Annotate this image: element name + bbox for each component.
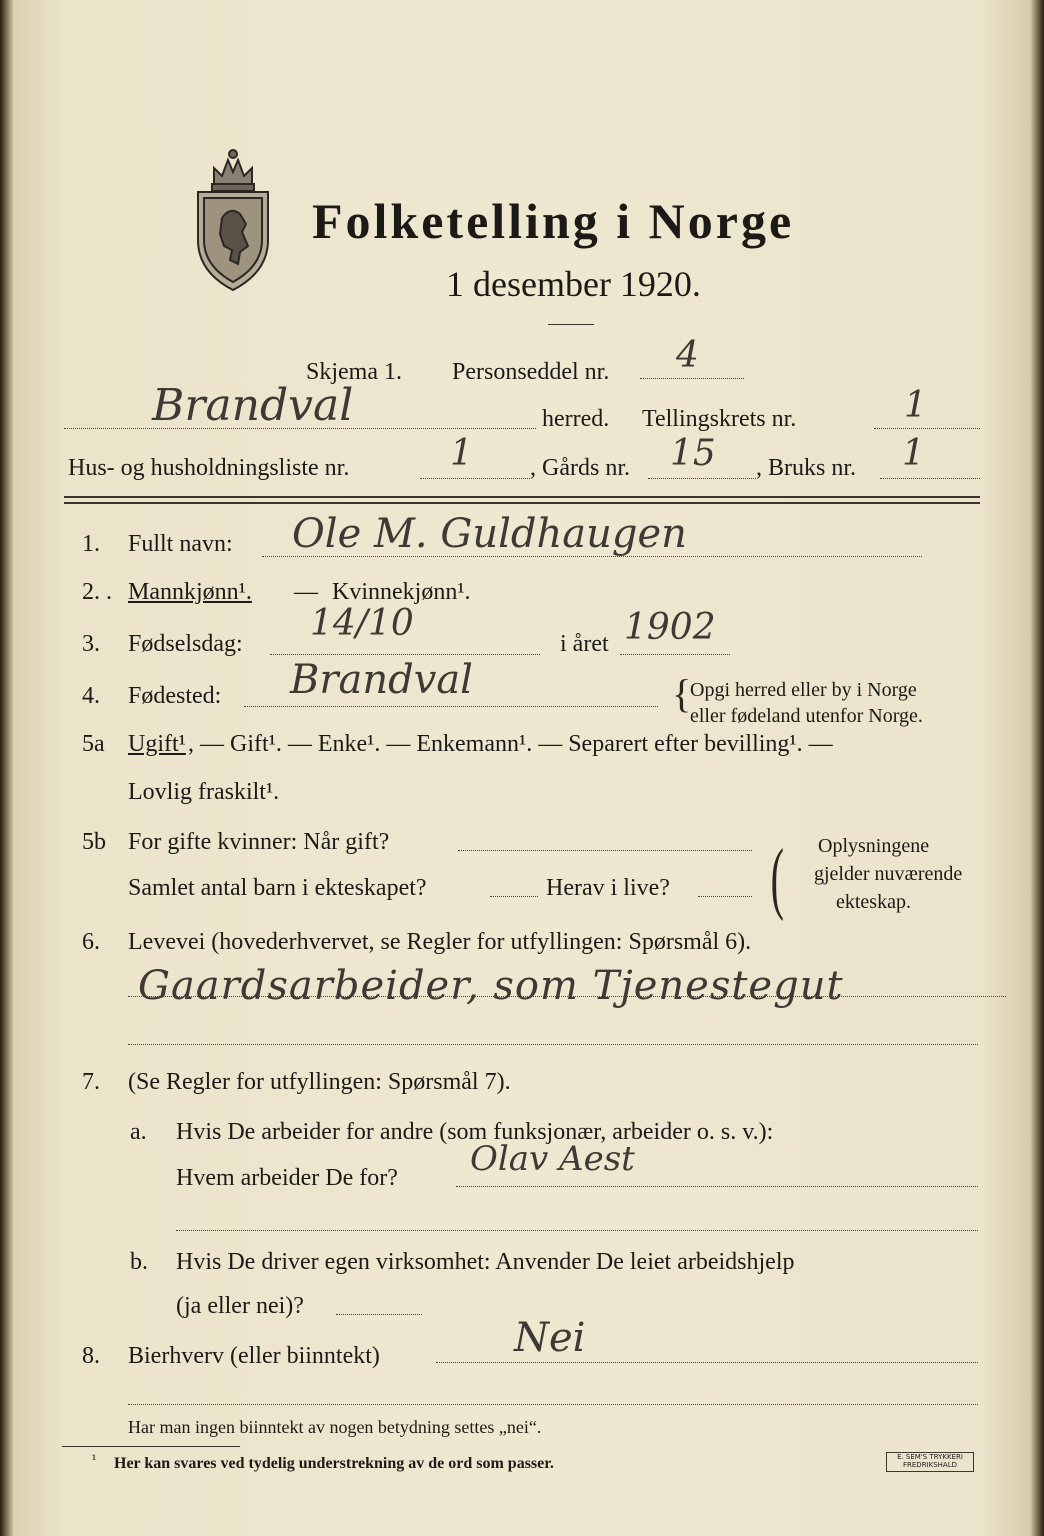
q7a-line1: [456, 1186, 978, 1187]
q3-year-value: 1902: [624, 607, 716, 648]
herred-label: herred.: [542, 406, 610, 432]
q5b-number: 5b: [82, 829, 106, 855]
q3-day-value: 14/10: [310, 603, 414, 644]
q2-separator: —: [294, 579, 318, 605]
q5a-line2: Lovlig fraskilt¹.: [128, 779, 280, 805]
tellingskrets-line: [874, 428, 980, 429]
q2-male: Mannkjønn¹.: [128, 579, 252, 605]
tellingskrets-label: Tellingskrets nr.: [642, 406, 797, 432]
footnote-text: Her kan svares ved tydelig understrekning av de ord som passer.: [114, 1455, 554, 1472]
q7b-letter: b.: [130, 1249, 148, 1275]
q7b-text: Hvis De driver egen virksomhet: Anvender De leiet arbeidshjelp: [176, 1249, 795, 1275]
personseddel-line: [640, 378, 744, 379]
q8-value: Nei: [514, 1315, 586, 1361]
title-rule: [548, 324, 594, 325]
q3-label: Fødselsdag:: [128, 631, 243, 657]
tellingskrets-value: 1: [904, 385, 927, 426]
herred-value: Brandval: [152, 380, 354, 431]
q4-value: Brandval: [290, 657, 473, 703]
personseddel-label: Personseddel nr.: [452, 359, 610, 385]
q7a-line2: [176, 1230, 978, 1231]
q5b-note-line3: ekteskap.: [836, 891, 911, 913]
q7a-text: Hvis De arbeider for andre (som funksjonær, arbeider o. s. v.):: [176, 1119, 774, 1145]
footnote-rule: [62, 1446, 240, 1447]
q5a-options: , — Gift¹. — Enke¹. — Enkemann¹. — Separert efter bevilling¹. —: [188, 731, 833, 757]
header-divider-1: [64, 496, 980, 498]
q4-label: Fødested:: [128, 683, 222, 709]
q8-line2: [128, 1404, 978, 1405]
q4-note-brace: {: [672, 671, 692, 716]
q5b-note-brace: (: [770, 834, 784, 922]
census-date: 1 desember 1920.: [446, 264, 701, 304]
q5b-line2a-dots: [490, 896, 538, 897]
q6-label: Levevei (hovederhvervet, se Regler for utfyllingen: Spørsmål 6).: [128, 929, 752, 955]
q7-label: (Se Regler for utfyllingen: Spørsmål 7).: [128, 1069, 511, 1095]
right-page-edge: [1030, 0, 1044, 1536]
printer-stamp: E. SEM'S TRYKKERI FREDRIKSHALD: [886, 1452, 974, 1472]
q7a-question: Hvem arbeider De for?: [176, 1165, 398, 1191]
q8-label: Bierhverv (eller biinntekt): [128, 1343, 380, 1369]
q1-value: Ole M. Guldhaugen: [292, 511, 687, 557]
q5b-line2b: Herav i live?: [546, 875, 670, 901]
q5b-line2b-dots: [698, 896, 752, 897]
q4-note-line2: eller fødeland utenfor Norge.: [690, 705, 923, 727]
gards-line: [648, 478, 756, 479]
q6-number: 6.: [82, 929, 100, 955]
q2-female: Kvinnekjønn¹.: [332, 579, 471, 605]
q6-line2: [128, 1044, 978, 1045]
q1-label: Fullt navn:: [128, 531, 233, 557]
form-title: Folketelling i Norge: [312, 193, 795, 249]
q7b-question: (ja eller nei)?: [176, 1293, 304, 1319]
q5a-number: 5a: [82, 731, 105, 757]
q4-note-line1: Opgi herred eller by i Norge: [690, 679, 917, 701]
q3-year-label: i året: [560, 631, 609, 657]
hus-line: [420, 478, 530, 479]
bruks-value: 1: [902, 433, 925, 474]
q5b-note-line1: Oplysningene: [818, 835, 930, 857]
gards-value: 15: [670, 433, 716, 474]
q5b-line1: For gifte kvinner: Når gift?: [128, 829, 390, 855]
q3-day-line: [270, 654, 540, 655]
q5b-note-line2: gjelder nuværende: [814, 863, 963, 885]
q6-value: Gaardsarbeider, som Tjenestegut: [138, 963, 844, 1009]
q3-number: 3.: [82, 631, 100, 657]
personseddel-value: 4: [676, 335, 699, 376]
q7b-line: [336, 1314, 422, 1315]
bruks-line: [880, 478, 980, 479]
q8-number: 8.: [82, 1343, 100, 1369]
left-page-edge: [0, 0, 14, 1536]
q3-year-line: [620, 654, 730, 655]
footnote-mark: ¹: [92, 1453, 97, 1468]
q7-number: 7.: [82, 1069, 100, 1095]
header-divider-2: [64, 502, 980, 504]
q4-line: [244, 706, 658, 707]
q7a-letter: a.: [130, 1119, 147, 1145]
q2-number: 2. .: [82, 579, 112, 605]
q5b-line1-dots: [458, 850, 752, 851]
q5a-ugift: Ugift¹: [128, 731, 186, 757]
q4-number: 4.: [82, 683, 100, 709]
q1-number: 1.: [82, 531, 100, 557]
skjema-label: Skjema 1.: [306, 359, 402, 385]
q6-line1: [128, 996, 1006, 997]
hus-label: Hus- og husholdningsliste nr.: [68, 455, 350, 481]
q8-line1: [436, 1362, 978, 1363]
hus-value: 1: [450, 433, 473, 474]
herred-line: [64, 428, 536, 429]
q5b-line2a: Samlet antal barn i ekteskapet?: [128, 875, 427, 901]
bruks-label: , Bruks nr.: [756, 455, 857, 481]
q7a-value: Olav Aest: [470, 1139, 635, 1179]
gards-label: , Gårds nr.: [530, 455, 630, 481]
footer-note: Har man ingen biinntekt av nogen betydning settes „nei“.: [128, 1417, 542, 1437]
norway-coat-of-arms-icon: [192, 142, 274, 294]
